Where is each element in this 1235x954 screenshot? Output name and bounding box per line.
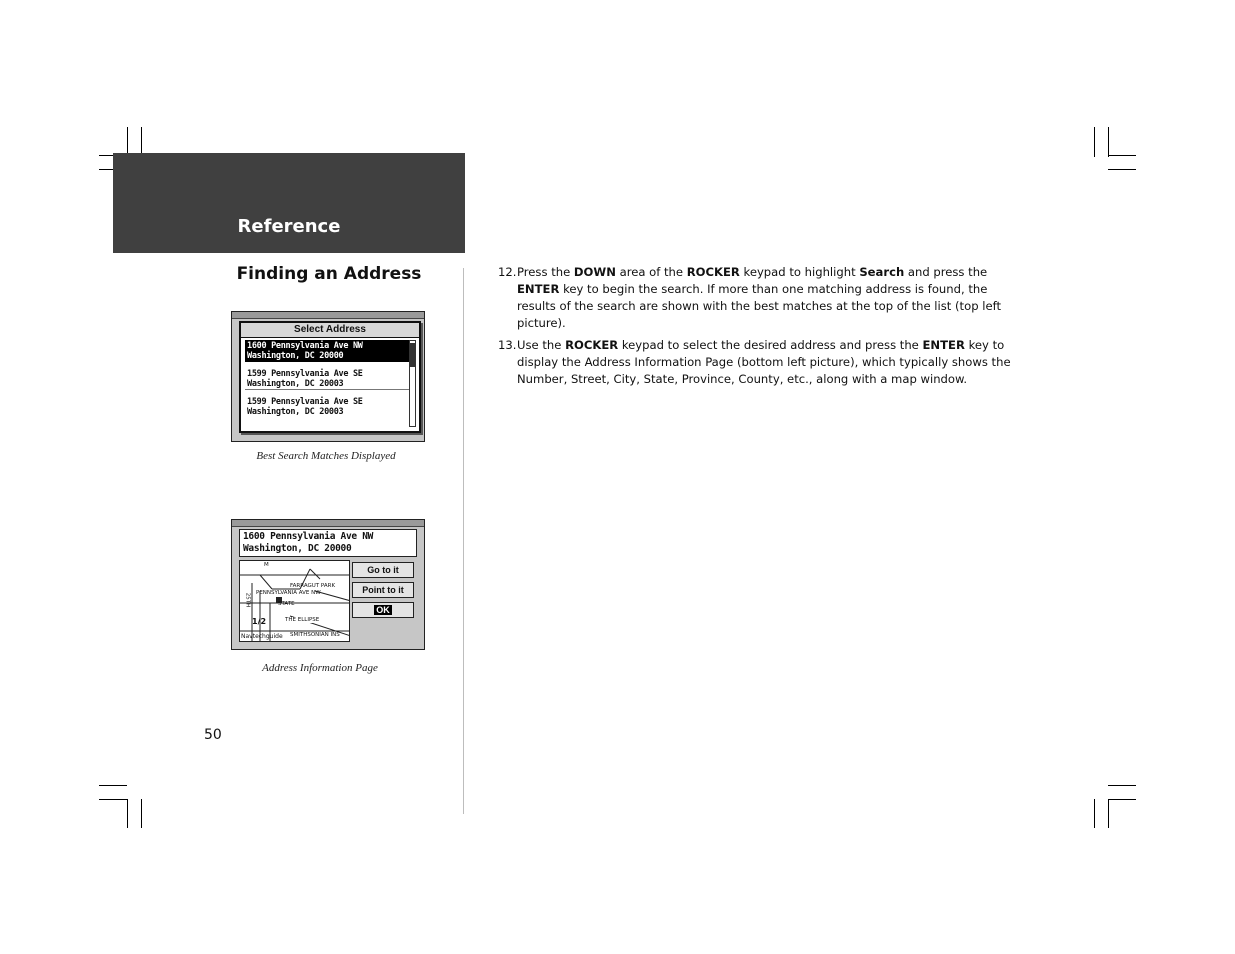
map-window[interactable]: [239, 560, 350, 642]
step-text: key to display the Address Information Page (bottom left picture), which typically shows the Number, Street, City, State, Province, County, etc., along with a map window.: [517, 338, 1011, 386]
dialog-title: Select Address: [241, 323, 419, 338]
address-line: 1599 Pennsylvania Ave SE: [247, 397, 363, 407]
select-address-screenshot: [231, 311, 425, 442]
crop-mark: [1108, 799, 1109, 828]
crop-mark: [1094, 799, 1095, 828]
map-label: STATE: [278, 601, 295, 607]
scrollbar-thumb[interactable]: [410, 343, 415, 367]
address-result-item[interactable]: [245, 368, 409, 390]
map-label: SMITHSONIAN INS: [290, 632, 340, 638]
crop-mark: [127, 799, 128, 828]
map-label: PENNSYLVANIA AVE NW: [256, 590, 321, 596]
address-line: Washington, DC 20000: [247, 351, 344, 361]
step-text: Use the: [517, 338, 566, 352]
key-name: Search: [859, 265, 905, 279]
step-number: 12.: [498, 265, 517, 279]
address-info-box: [239, 529, 417, 557]
map-label: 25TH: [244, 592, 251, 608]
address-line: 1599 Pennsylvania Ave SE: [247, 369, 363, 379]
section-header-title: Reference: [237, 216, 341, 237]
step-text: Press the: [517, 265, 574, 279]
step-text: and press the: [904, 265, 988, 279]
address-line: 1600 Pennsylvania Ave NW: [247, 341, 363, 351]
step-text: key to begin the search. If more than one matching address is found, the results of the search are shown with the best matches at the top of the list (top left picture).: [517, 282, 1002, 330]
crop-mark: [1108, 169, 1136, 170]
instruction-step: [498, 264, 1018, 332]
address-result-item[interactable]: [245, 340, 409, 362]
map-label: THE ELLIPSE: [285, 617, 320, 623]
crop-mark: [1094, 127, 1095, 157]
address-result-item[interactable]: [245, 396, 409, 418]
go-to-it-button[interactable]: Go to it: [352, 562, 414, 578]
step-text: area of the: [615, 265, 687, 279]
map-label: FARRAGUT PARK: [290, 583, 336, 589]
address-line: Washington, DC 20003: [247, 379, 344, 389]
crop-mark: [1108, 785, 1136, 786]
figure-caption: Best Search Matches Displayed: [256, 450, 396, 462]
step-text: keypad to highlight: [739, 265, 860, 279]
step-text: keypad to select the desired address and press the: [618, 338, 923, 352]
instruction-step: [498, 337, 1018, 388]
map-zoom-scale: 1/2: [252, 617, 267, 626]
select-address-dialog: [239, 321, 421, 433]
instructions: [498, 264, 1018, 393]
page-number: 50: [204, 727, 222, 743]
column-divider: [463, 268, 464, 814]
figure-caption: Address Information Page: [262, 662, 378, 674]
map-brand: Navtechguide: [241, 633, 283, 640]
section-header-band: [113, 153, 465, 253]
address-line: 1600 Pennsylvania Ave NW: [243, 531, 374, 542]
key-name: ROCKER: [565, 338, 619, 352]
crop-mark: [141, 799, 142, 828]
screen-top-strip: [232, 312, 424, 319]
point-to-it-button[interactable]: Point to it: [352, 582, 414, 598]
crop-mark: [1108, 155, 1136, 156]
results-scrollbar[interactable]: [409, 340, 416, 427]
crop-mark: [99, 785, 127, 786]
address-line: Washington, DC 20003: [247, 407, 344, 417]
address-line: Washington, DC 20000: [243, 543, 352, 554]
page-title: Finding an Address: [236, 264, 422, 284]
crop-mark: [1108, 127, 1109, 157]
key-name: DOWN: [573, 265, 616, 279]
key-name: ENTER: [922, 338, 965, 352]
ok-button[interactable]: [352, 602, 414, 618]
key-name: ROCKER: [686, 265, 740, 279]
screen-top-strip: [232, 520, 424, 527]
ok-label: OK: [376, 605, 390, 615]
crop-mark: [1108, 799, 1136, 800]
key-name: ENTER: [517, 282, 560, 296]
map-streets: [240, 561, 350, 642]
address-info-screenshot: [231, 519, 425, 650]
map-label: M: [264, 562, 269, 568]
step-number: 13.: [498, 338, 517, 352]
crop-mark: [99, 799, 127, 800]
